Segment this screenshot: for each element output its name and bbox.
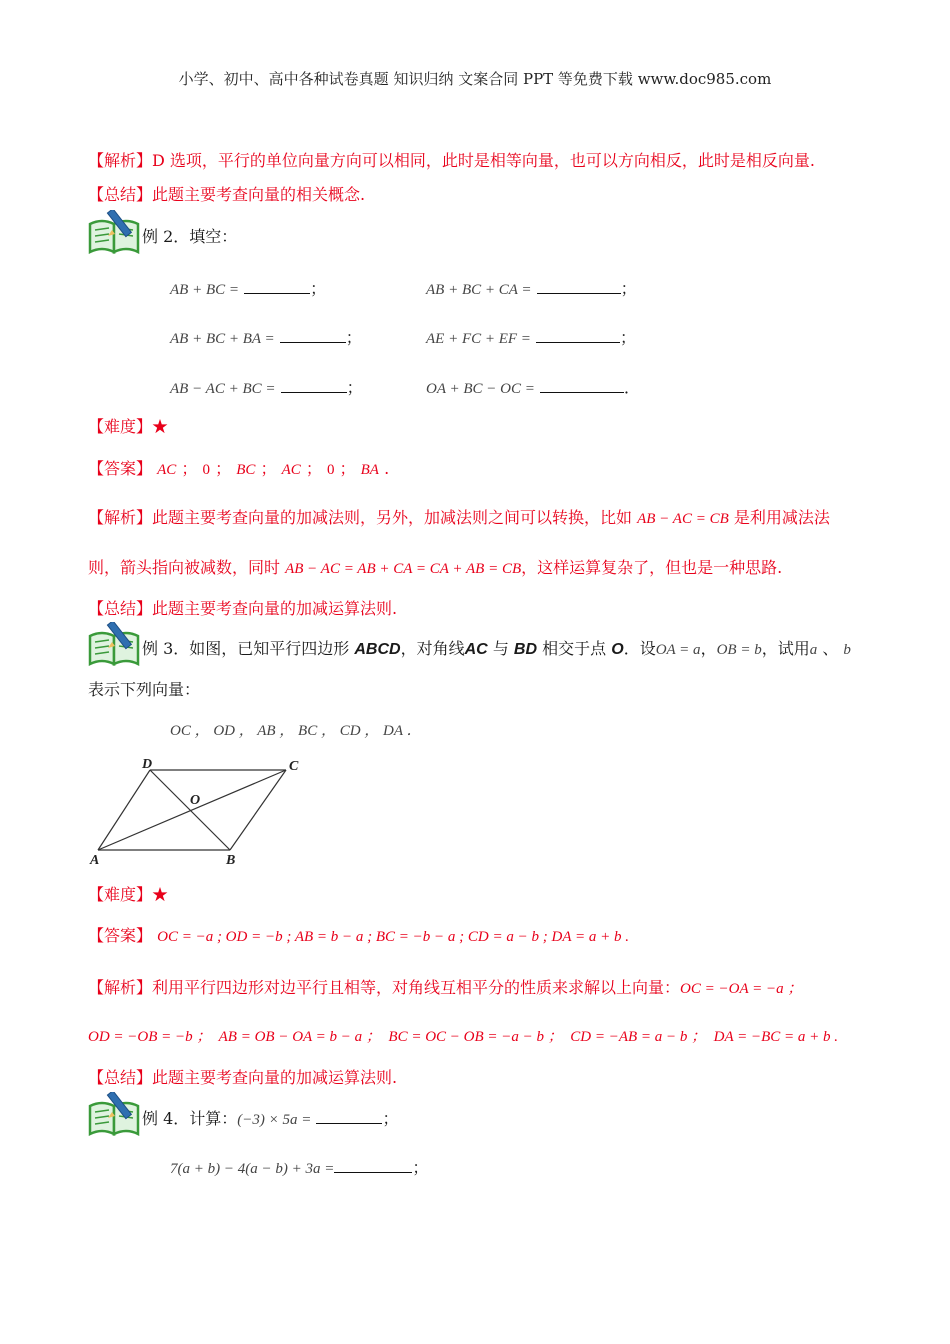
text: ，试用 — [761, 639, 810, 658]
ex3-title-line2: 表示下列向量： — [88, 680, 201, 699]
text: 例 4．计算： — [142, 1109, 238, 1128]
ex2-row3-right — [426, 375, 640, 398]
top-analysis — [88, 148, 815, 171]
analysis-tag: 【解析】 — [88, 978, 153, 997]
ex2-q3: AB + BC + BA = — [170, 331, 275, 347]
difficulty-tag: 【难度】 — [88, 885, 153, 904]
ex2-title: 例 2．填空： — [142, 227, 238, 246]
semicolon: ； — [620, 279, 637, 298]
ans-sep: ； — [215, 459, 232, 478]
math: OB = b — [716, 642, 762, 658]
ex4-q1: (−3) × 5a = — [237, 1112, 312, 1128]
vertex-label-c: C — [289, 759, 299, 774]
math: b — [843, 642, 851, 658]
ex2-blank4[interactable] — [536, 328, 620, 343]
ex2-q2: AB + BC + CA = — [426, 282, 532, 298]
ex2-blank6[interactable] — [540, 378, 624, 393]
ex2-answer — [88, 456, 389, 479]
text: ABCD — [354, 641, 401, 658]
ex2-row1-right — [426, 276, 637, 299]
ans-item: 0 — [202, 462, 210, 478]
ex2-blank1[interactable] — [244, 279, 310, 294]
ex2-row2-right — [426, 325, 636, 348]
analysis-math: AB − AC = CB — [637, 511, 729, 527]
ex3-vectors: OC ， OD ， AB ， BC ， CD ， DA ． — [170, 723, 422, 739]
analysis-text: 是利用减法法 — [733, 508, 830, 527]
analysis-tag: 【解析】 — [88, 508, 153, 527]
summary-tag: 【总结】 — [88, 599, 153, 618]
math: OA = a — [655, 642, 701, 658]
ex2-analysis-line1 — [88, 505, 830, 528]
ex2-q1: AB + BC = — [170, 282, 239, 298]
vertex-label-o: O — [190, 793, 201, 808]
ex3-answer — [88, 923, 629, 946]
analysis-tag: 【解析】 — [88, 151, 153, 170]
ex2-summary — [88, 596, 397, 619]
book-pencil-icon — [88, 210, 142, 254]
summary-text: 此题主要考查向量的加减运算法则. — [152, 1068, 398, 1087]
ex3-analysis-line2: OD = −OB = −b ； AB = OB − OA = b − a ； BC = OC − OB = −a − b ； CD = −AB = a − b ； DA = −BC = a + b . — [88, 1029, 839, 1045]
ex2-difficulty — [88, 414, 168, 437]
page-header: 小学、初中、高中各种试卷真题 知识归纳 文案合同 PPT 等免费下载 www.doc985.com — [178, 70, 772, 88]
analysis-text: 此题主要考查向量的加减法则，另外，加减法则之间可以转换，比如 — [152, 508, 633, 527]
text: 与 — [492, 639, 509, 658]
ex4-row2 — [170, 1155, 428, 1178]
text: ．设 — [623, 639, 656, 658]
book-pencil-icon — [88, 1092, 142, 1136]
ex2-row3-left — [170, 375, 363, 398]
ex3-summary — [88, 1065, 397, 1088]
ex2-q4: AE + FC + EF = — [426, 331, 531, 347]
text: 例 3．如图，已知平行四边形 — [142, 639, 350, 658]
summary-tag: 【总结】 — [88, 185, 153, 204]
answer-text: OC = −a ; OD = −b ; AB = b − a ; BC = −b − a ; CD = a − b ; DA = a + b . — [157, 929, 629, 945]
text: 相交于点 — [542, 639, 607, 658]
ex4-blank2[interactable] — [334, 1158, 412, 1173]
vertex-label-d: D — [142, 757, 153, 772]
vertex-label-a: A — [90, 853, 100, 866]
period: ． — [623, 378, 640, 397]
ex2-row2-left — [170, 325, 362, 348]
summary-tag: 【总结】 — [88, 1068, 153, 1087]
ex2-q5: AB − AC + BC = — [170, 381, 276, 397]
star-icon: ★ — [152, 885, 169, 904]
analysis-math: OC = −OA = −a ； — [680, 981, 803, 997]
ex2-q6: OA + BC − OC = — [426, 381, 535, 397]
star-icon: ★ — [152, 417, 169, 436]
ex3-difficulty — [88, 882, 168, 905]
analysis-text: ，这样运算复杂了，但也是一种思路. — [521, 558, 783, 577]
ex4-blank1[interactable] — [316, 1109, 382, 1124]
ex2-analysis-line2 — [88, 555, 782, 578]
ans-item: BC — [236, 462, 256, 478]
top-summary — [88, 182, 365, 205]
ex3-analysis-line1 — [88, 975, 802, 998]
ans-end: . — [384, 459, 390, 478]
answer-tag: 【答案】 — [88, 459, 153, 478]
summary-text: 此题主要考查向量的相关概念. — [152, 185, 366, 204]
semicolon: ； — [310, 279, 327, 298]
ex2-blank3[interactable] — [280, 328, 346, 343]
book-pencil-icon — [88, 622, 142, 666]
semicolon: ； — [412, 1158, 429, 1177]
analysis-text: 利用平行四边形对边平行且相等，对角线互相平分的性质来求解以上向量： — [152, 978, 681, 997]
text: AC — [464, 641, 488, 658]
text: BD — [513, 641, 538, 658]
ans-sep: ； — [305, 459, 322, 478]
semicolon: ； — [620, 328, 637, 347]
ans-sep: ； — [339, 459, 356, 478]
math: a — [809, 642, 818, 658]
ex3-title — [142, 636, 851, 659]
ans-sep: ； — [181, 459, 198, 478]
ex2-blank5[interactable] — [281, 378, 347, 393]
ans-item: BA — [360, 462, 379, 478]
semicolon: ； — [382, 1109, 399, 1128]
difficulty-tag: 【难度】 — [88, 417, 153, 436]
ans-item: AC — [157, 462, 177, 478]
ans-sep: ； — [260, 459, 277, 478]
ans-item: 0 — [326, 462, 335, 478]
ex4-title — [142, 1106, 399, 1129]
vertex-label-b: B — [226, 853, 236, 866]
semicolon: ； — [346, 378, 363, 397]
text: O — [611, 641, 624, 658]
analysis-text: D 选项，平行的单位向量方向可以相同，此时是相等向量，也可以方向相反，此时是相反向量. — [152, 151, 816, 170]
ex2-row1-left — [170, 276, 326, 299]
text: ， — [700, 639, 717, 658]
parallelogram-figure — [86, 754, 306, 866]
text: ，对角线 — [400, 639, 465, 658]
ex2-blank2[interactable] — [537, 279, 621, 294]
semicolon: ； — [345, 328, 362, 347]
text: 、 — [822, 639, 839, 658]
ans-item: AC — [281, 462, 301, 478]
ex4-q2: 7(a + b) − 4(a − b) + 3a = — [170, 1161, 335, 1177]
analysis-math: AB − AC = AB + CA = CA + AB = CB — [285, 561, 522, 577]
summary-text: 此题主要考查向量的加减运算法则. — [152, 599, 398, 618]
answer-tag: 【答案】 — [88, 926, 153, 945]
analysis-text: 则，箭头指向被减数，同时 — [88, 558, 281, 577]
